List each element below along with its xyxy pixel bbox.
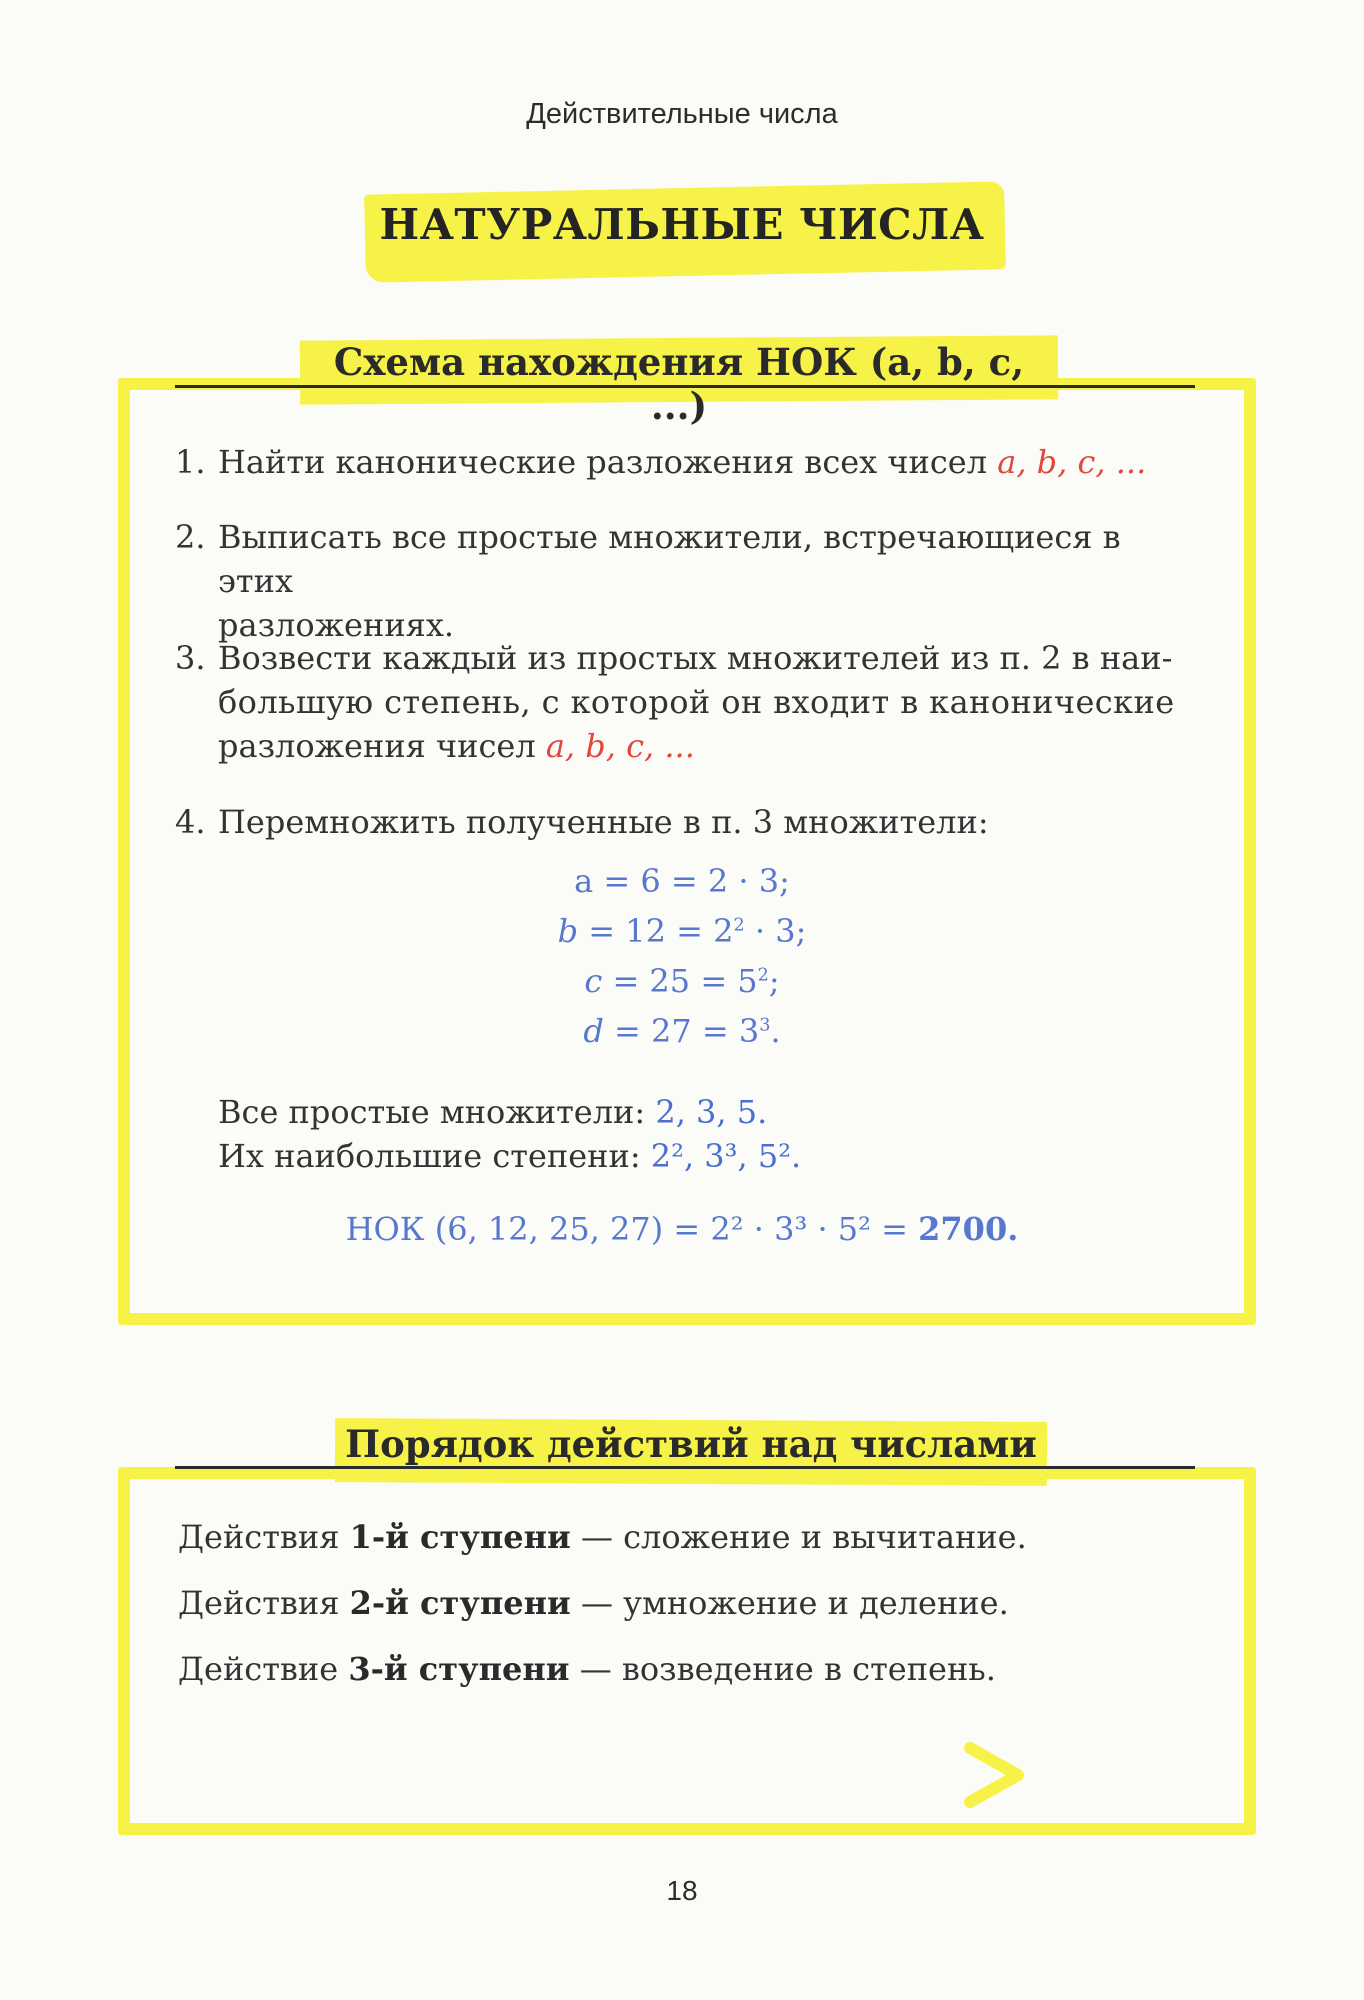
nok-step-3	[175, 636, 1195, 768]
step-vars: a, b, c, ...	[997, 443, 1147, 481]
nok-result	[0, 1210, 1364, 1248]
all-primes-value: 2, 3, 5.	[655, 1093, 768, 1131]
running-head: Действительные числа	[526, 98, 838, 130]
step-number: 1.	[175, 443, 206, 481]
all-primes-line	[218, 1093, 767, 1131]
chapter-title: НАТУРАЛЬНЫЕ ЧИСЛА	[379, 200, 985, 249]
order-line-2: Действия 2-й ступени — умножение и деление.	[178, 1584, 1009, 1622]
nok-step-1	[175, 440, 1195, 484]
max-powers-value: 2², 3³, 5².	[650, 1137, 802, 1175]
step-text: Найти канонические разложения всех чисел	[218, 443, 988, 481]
step-text-line: Выписать все простые множители, встречающиеся в этих	[218, 518, 1121, 600]
order-line-1: Действия 1-й ступени — сложение и вычитание.	[178, 1518, 1027, 1556]
equation-b: $b = 12 = 2^2 \cdot 3$;	[557, 912, 807, 950]
step-text: Перемножить полученные в п. 3 множители:	[218, 803, 989, 841]
all-primes-label: Все простые множители:	[218, 1093, 646, 1131]
step-text: разложения чисел	[218, 727, 536, 765]
step-number: 2.	[175, 518, 206, 556]
nok-result-expression: НОК (6, 12, 25, 27) = 2² · 3³ · 5² =	[345, 1210, 908, 1248]
step-vars: a, b, c, ...	[545, 727, 695, 765]
equation-d: $d = 27 = 3^3$.	[583, 1012, 781, 1050]
equation-a: a = 6 = 2 · 3;	[574, 862, 790, 900]
nok-step-4	[175, 800, 1195, 844]
nok-result-value: 2700.	[918, 1210, 1019, 1248]
step-number: 3.	[175, 639, 206, 677]
marker-arrow-icon	[960, 1740, 1030, 1810]
step-text-line: разложениях.	[218, 606, 455, 644]
nok-step-2	[175, 515, 1195, 647]
page-number: 18	[666, 1875, 698, 1906]
step-number: 4.	[175, 803, 206, 841]
nok-section-title: Схема нахождения НОК (a, b, c, ...)	[333, 340, 1025, 428]
step-text-line: большую степень, с которой он входит в канонические	[218, 683, 1175, 721]
max-powers-line	[218, 1137, 801, 1175]
order-title-underline	[175, 1466, 1195, 1469]
order-line-3: Действие 3-й ступени — возведение в степень.	[178, 1650, 996, 1688]
order-section-title: Порядок действий над числами	[345, 1422, 1037, 1466]
step-text-line: Возвести каждый из простых множителей из п. 2 в наи-	[218, 639, 1173, 677]
max-powers-label: Их наибольшие степени:	[218, 1137, 641, 1175]
equation-c: $c = 25 = 5^2$;	[584, 962, 780, 1000]
step-text-line	[218, 724, 1195, 768]
